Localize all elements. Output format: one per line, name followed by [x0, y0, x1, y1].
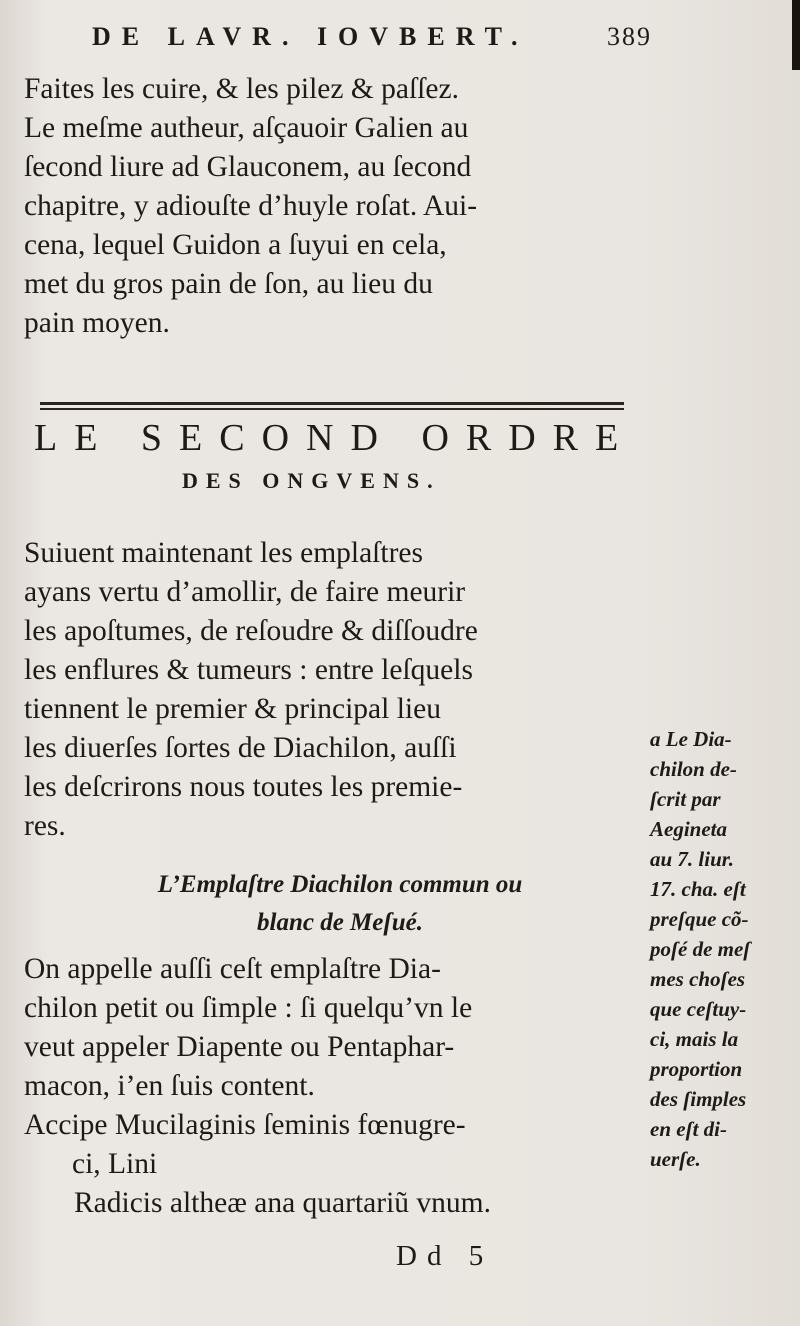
text-line: pain moyen. — [24, 307, 170, 339]
text-line: les deſcrirons nous toutes les premie- — [24, 771, 463, 803]
text-line: Le meſme autheur, aſçauoir Galien au — [24, 112, 469, 144]
text-line: Radicis altheæ ana quartariũ vnum. — [74, 1187, 491, 1219]
margin-note-line: que ceſtuy- — [650, 997, 747, 1021]
text-line: chapitre, y adiouſte d’huyle roſat. Aui- — [24, 190, 478, 222]
recipe-heading-line: L’Emplaſtre Diachilon commun ou — [157, 871, 523, 898]
text-line: met du gros pain de ſon, au lieu du — [24, 268, 433, 300]
text-line: macon, i’en ſuis content. — [24, 1070, 315, 1102]
text-line: tiennent le premier & principal lieu — [24, 693, 441, 725]
paragraph-1 — [24, 70, 652, 343]
section-divider — [40, 402, 624, 410]
text-line: cena, lequel Guidon a ſuyui en cela, — [24, 229, 447, 261]
section-subtitle: DES ONGVENS. — [182, 468, 441, 493]
text-line: Faites les cuire, & les pilez & paſſez. — [24, 73, 459, 105]
page-edge-shadow — [792, 0, 800, 70]
signature-mark: Dd 5 — [396, 1240, 494, 1272]
page-header — [92, 22, 652, 62]
text-line: veut appeler Diapente ou Pentaphar- — [24, 1031, 455, 1063]
page-number: 389 — [607, 22, 652, 51]
margin-note — [650, 724, 800, 1174]
text-line: les enflures & tumeurs : entre leſquels — [24, 654, 473, 686]
margin-note-line: a Le Dia- — [650, 727, 732, 751]
margin-note-line: preſque cõ- — [650, 907, 749, 931]
margin-note-line: ci, mais la — [650, 1027, 739, 1051]
margin-note-line: Aegineta — [650, 817, 727, 841]
paragraph-2 — [24, 534, 652, 846]
running-head: DE LAVR. IOVBERT. — [92, 22, 529, 51]
section-title: LE SECOND ORDRE — [34, 417, 636, 459]
recipe-heading — [0, 866, 680, 942]
margin-note-line: au 7. liur. — [650, 847, 735, 871]
paragraph-3 — [24, 950, 652, 1223]
margin-note-line: 17. cha. eſt — [650, 877, 746, 901]
text-line: On appelle auſſi ceſt emplaſtre Dia- — [24, 953, 441, 985]
text-line: Suiuent maintenant les emplaſtres — [24, 537, 423, 569]
text-line: chilon petit ou ſimple : ſi quelqu’vn le — [24, 992, 473, 1024]
margin-note-line: mes choſes — [650, 967, 746, 991]
text-line: res. — [24, 810, 66, 842]
margin-note-line: des ſimples — [650, 1087, 747, 1111]
margin-note-line: proportion — [650, 1057, 743, 1081]
margin-note-line: en eſt di- — [650, 1117, 727, 1141]
text-line: les apoſtumes, de reſoudre & diſſoudre — [24, 615, 478, 647]
recipe-heading-line: blanc de Meſué. — [257, 909, 423, 936]
text-line: les diuerſes ſortes de Diachilon, auſſi — [24, 732, 457, 764]
text-line: ſecond liure ad Glauconem, au ſecond — [24, 151, 472, 183]
text-line: ayans vertu d’amollir, de faire meurir — [24, 576, 466, 608]
margin-note-line: chilon de- — [650, 757, 737, 781]
text-line: Accipe Mucilaginis ſeminis fœnugre- — [24, 1109, 466, 1141]
margin-note-line: poſé de meſ — [650, 937, 751, 961]
text-line: ci, Lini — [72, 1148, 158, 1180]
margin-note-line: uerſe. — [650, 1147, 701, 1171]
margin-note-line: ſcrit par — [650, 787, 721, 811]
